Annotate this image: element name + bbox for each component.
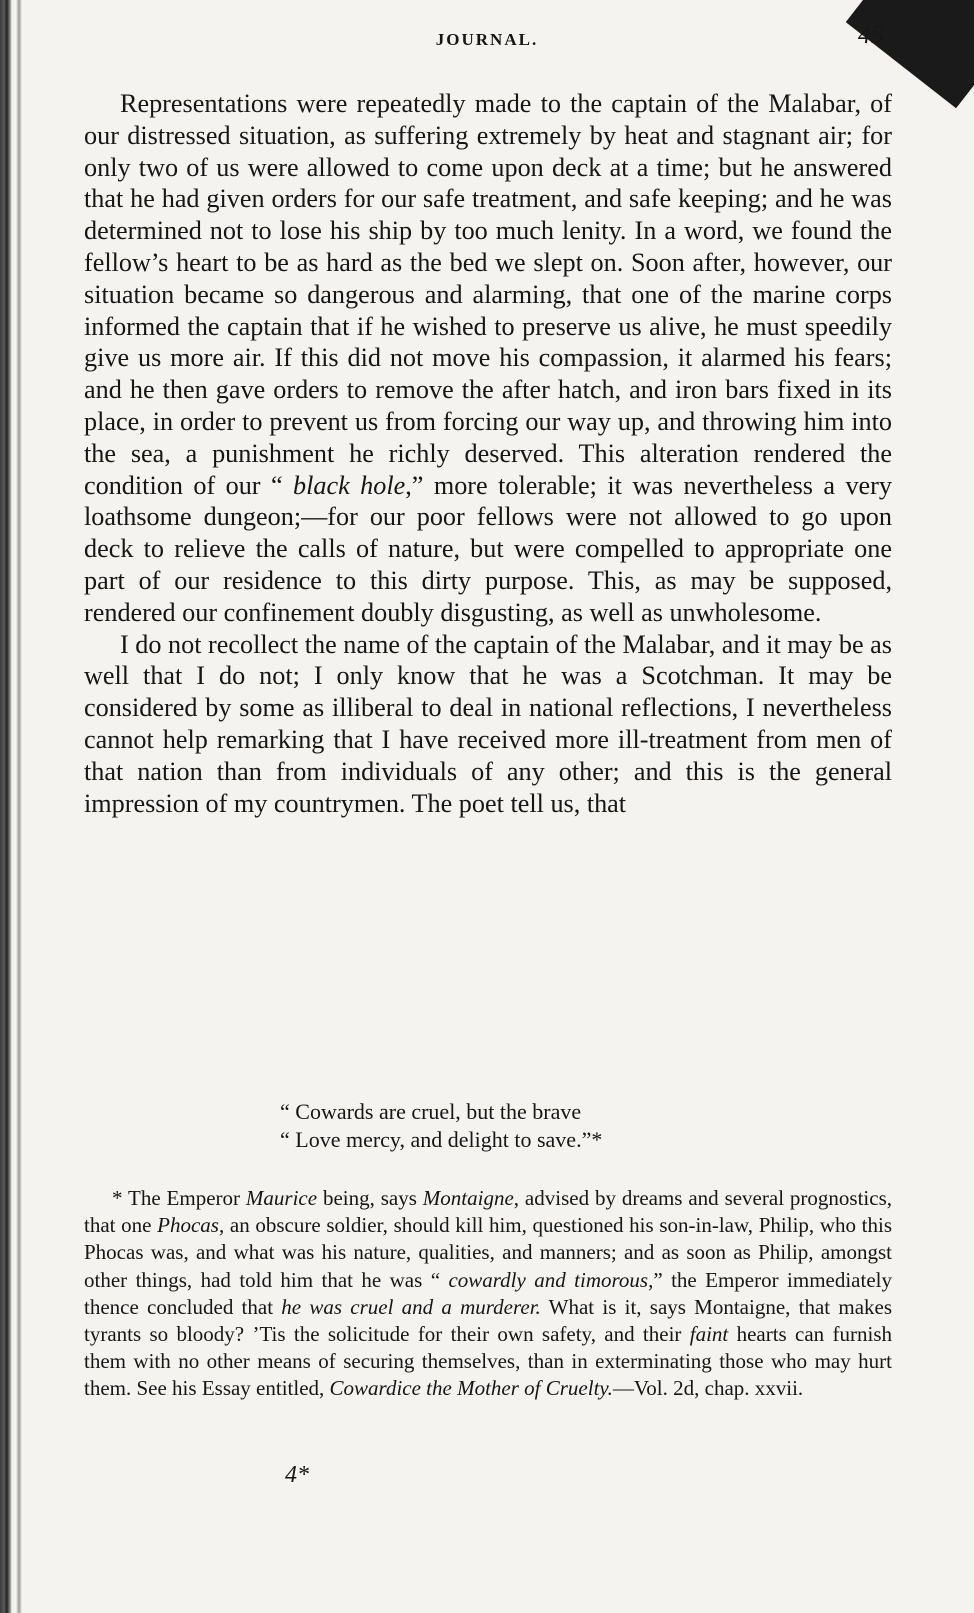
text-segment: * The Emperor bbox=[112, 1186, 246, 1210]
page-binding-edge bbox=[0, 0, 12, 1613]
verse-line: “ Cowards are cruel, but the brave bbox=[280, 1099, 582, 1124]
text-segment: hearts can furnish them with no other means of securing themselves, than in exterminating those who may hurt them. See his Essay entitled, bbox=[84, 1322, 892, 1401]
main-text bbox=[84, 88, 892, 819]
text-segment: , advised by dreams and several prognostics, that one bbox=[84, 1186, 892, 1238]
text-segment: Representations were repeatedly made to the captain of the Malabar, of our distressed situation, as suffering extremely by heat and stagnant air; for only two of us were allowed to come upon deck at a time; but he answered that he had given orders for our safe treatment, and safe keeping; and he was determined not to lose his ship by too much lenity. In a word, we found the fellow’s heart to be as hard as the bed we slept on. Soon after, however, our situation became so dangerous and alarming, that one of the marine corps informed the captain that if he wished to preserve us alive, he must speedily give us more air. If this did not move his compassion, it alarmed his fears; and he then gave orders to remove the after hatch, and iron bars fixed in its place, in order to prevent us from forcing our way up, and throwing him into the sea, a punishment he richly deserved. This alteration rendered the condition of our “ bbox=[84, 89, 892, 500]
text-segment: —Vol. 2d, chap. xxvii. bbox=[612, 1376, 804, 1401]
paragraph bbox=[84, 629, 892, 820]
text-segment: ,” more tolerable; it was nevertheless a very loathsome dungeon;—for our poor fellows were not allowed to go upon deck to relieve the calls of nature, but were compelled to appropriate one part of our residence to this dirty purpose. This, as may be supposed, rendered our confinement doubly disgusting, as well as unwholesome. bbox=[84, 470, 892, 627]
text-segment-italic: he was cruel and a murderer. bbox=[281, 1294, 541, 1319]
text-segment: What is it, says Montaigne, that makes tyrants so bloody? ’Tis the solicitude for their own safety, and their bbox=[84, 1294, 893, 1347]
text-segment: , an obscure soldier, should kill him, questioned his son-in-law, Philip, who this Phocas was, and what was his nature, qualities, and manners; and as soon as Philip, amongst other things, had told him that he was “ bbox=[84, 1213, 892, 1292]
verse-quote bbox=[280, 1098, 602, 1154]
footnote bbox=[84, 1185, 892, 1403]
running-head: JOURNAL. bbox=[435, 30, 539, 49]
text-segment-italic: Cowardice the Mother of Cruelty. bbox=[329, 1376, 613, 1401]
text-segment-italic: faint bbox=[689, 1322, 729, 1347]
verse-line: “ Love mercy, and delight to save.”* bbox=[280, 1127, 603, 1152]
text-segment: I do not recollect the name of the captain of the Malabar, and it may be as well that I do not; I only know that he was a Scotchman. It may be considered by some as illiberal to deal in national reflections, I nevertheless cannot help remarking that I have received more ill-treatment from men of that nation than from individuals of any other; and this is the general impression of my countrymen. The poet tell us, that bbox=[84, 629, 892, 818]
signature-mark: 4* bbox=[285, 1462, 309, 1488]
text-segment-italic: Phocas bbox=[157, 1213, 219, 1238]
text-segment: being, says bbox=[317, 1186, 423, 1210]
footnote-paragraph bbox=[84, 1185, 892, 1403]
text-segment-italic: Maurice bbox=[245, 1186, 318, 1210]
text-segment-italic: black hole bbox=[293, 470, 406, 500]
text-segment-italic: Montaigne bbox=[422, 1186, 514, 1210]
page-binding-shadow bbox=[16, 0, 22, 1613]
text-segment: ,” the Emperor immediately thence concluded that bbox=[84, 1267, 892, 1319]
text-segment-italic: cowardly and timorous bbox=[448, 1267, 649, 1292]
paragraph bbox=[84, 88, 892, 629]
page-number: 45 bbox=[858, 20, 884, 49]
